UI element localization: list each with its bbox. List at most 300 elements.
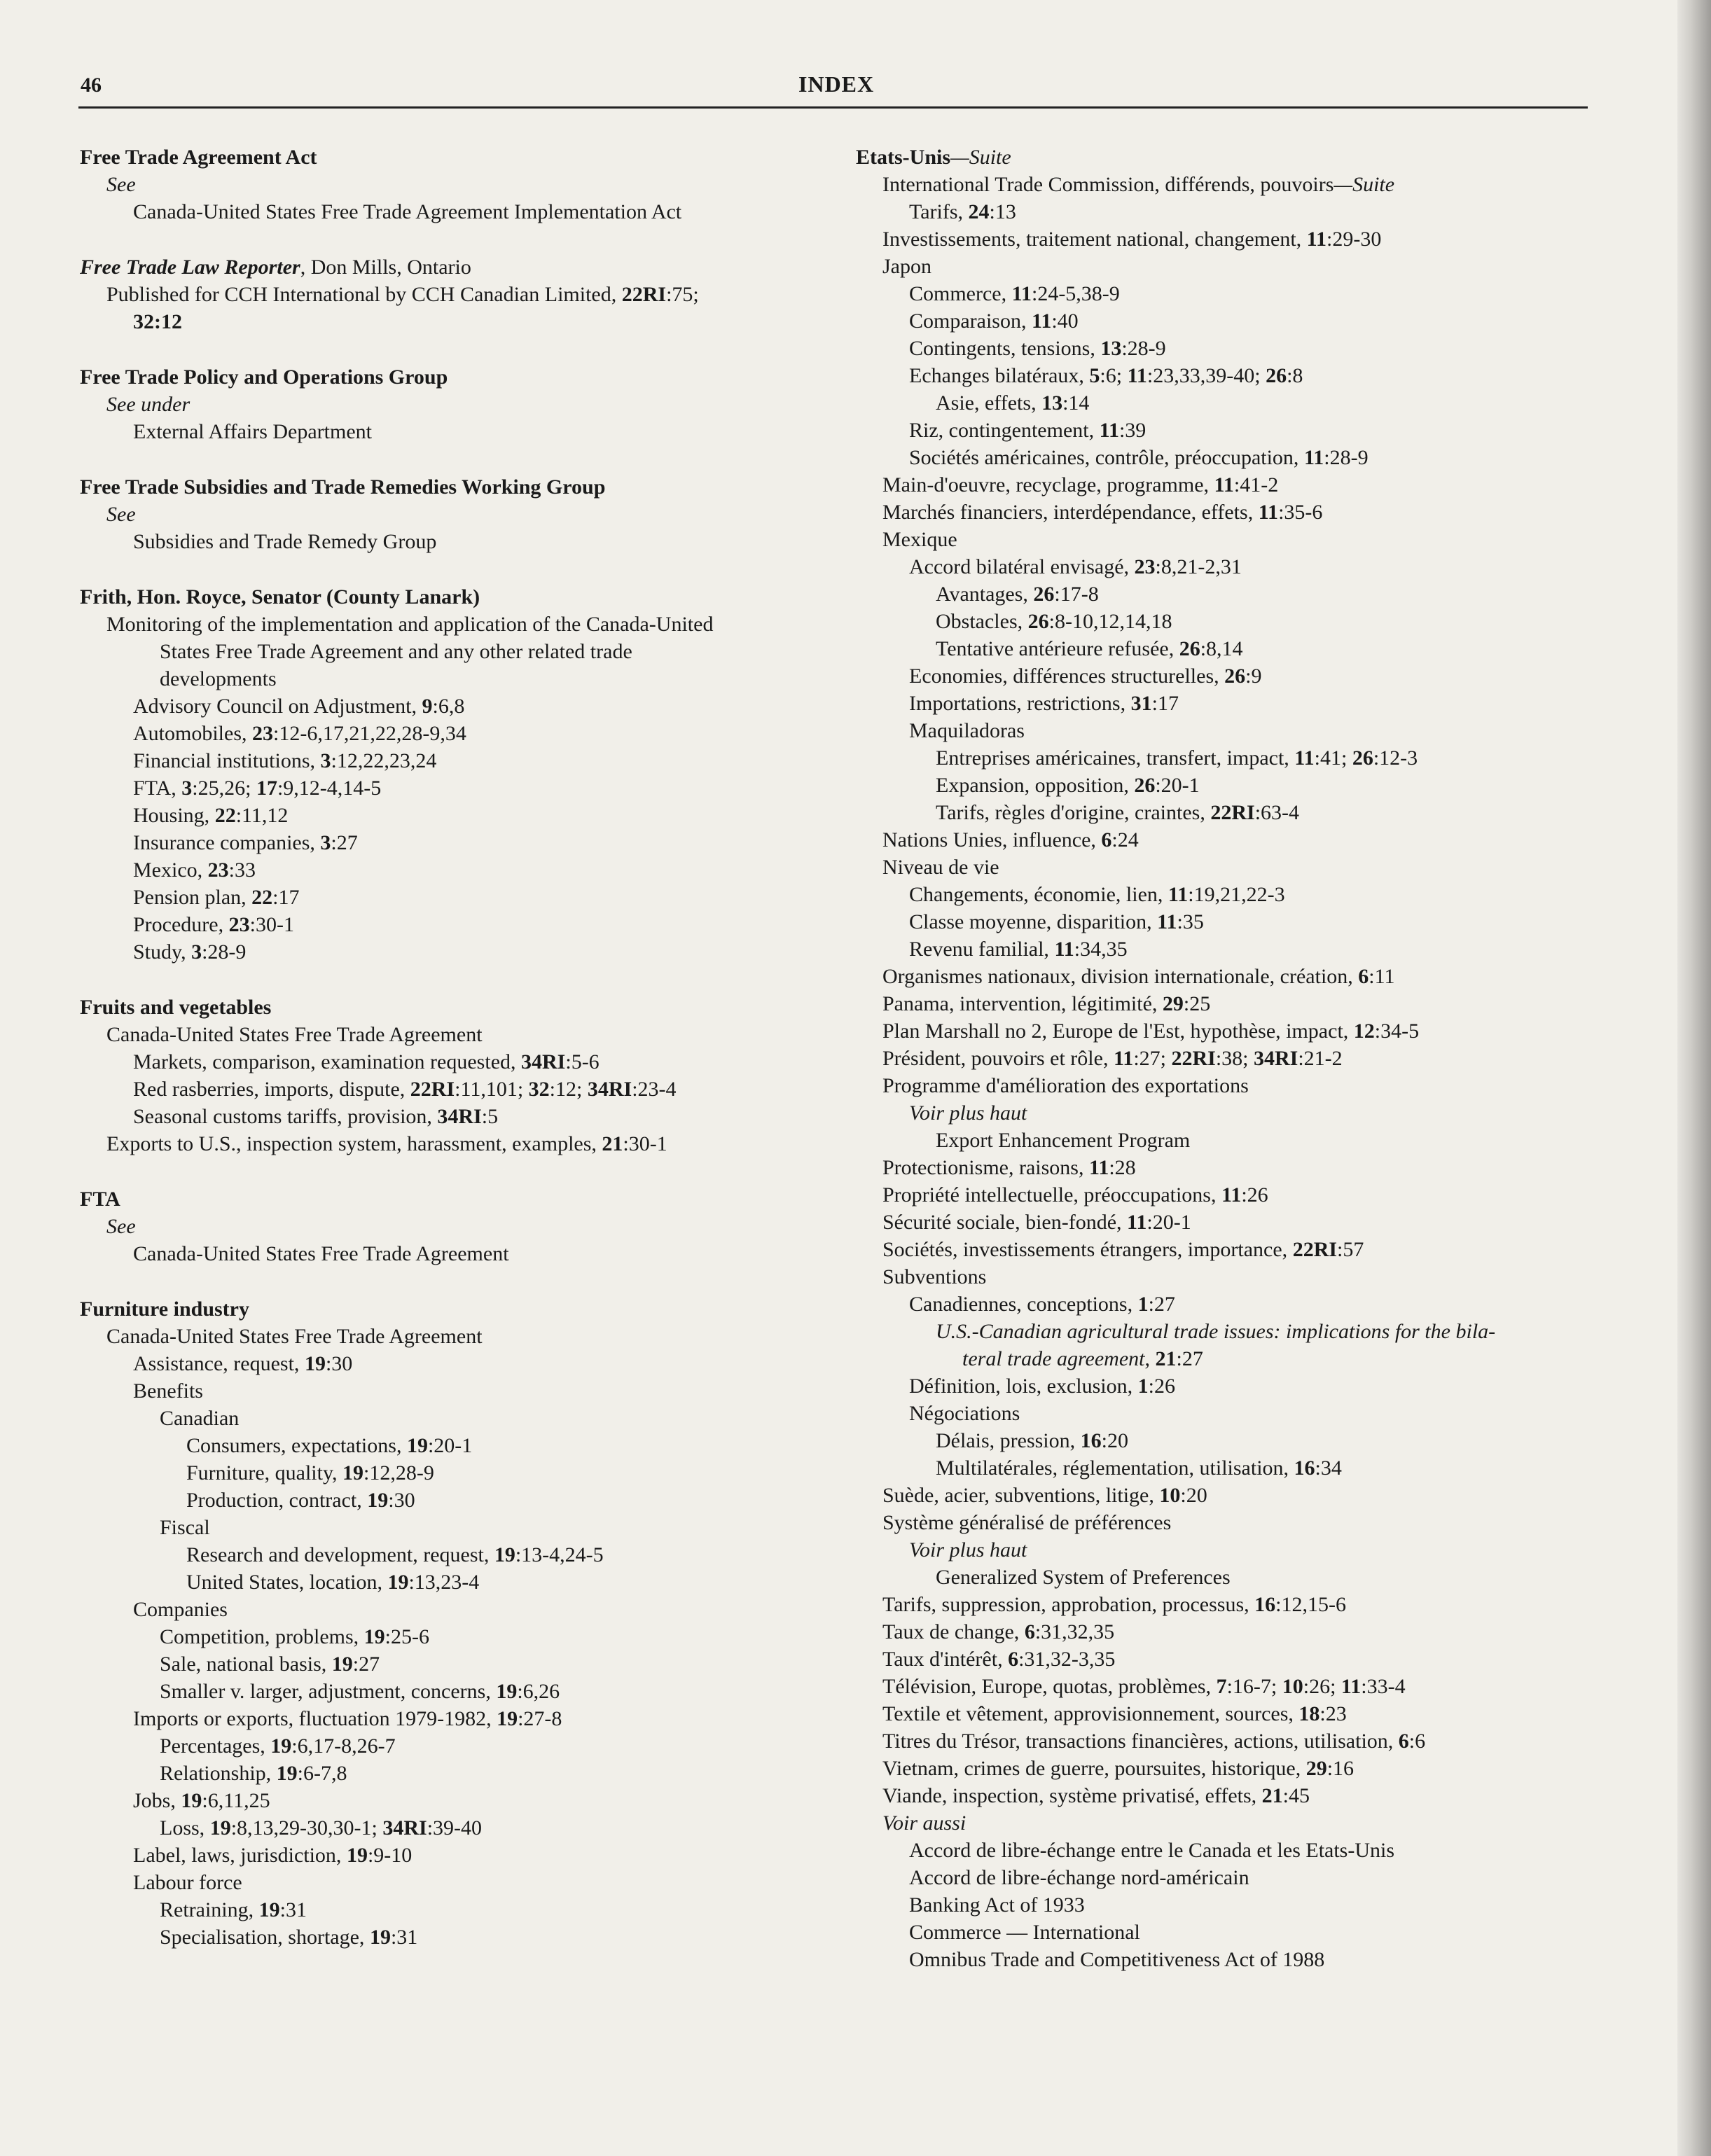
entry-text: Competition, problems, [160, 1625, 364, 1648]
index-entry [80, 911, 822, 938]
entry-text: Research and development, request, [186, 1543, 494, 1566]
entry-text: 22RI [1292, 1238, 1338, 1261]
entry-text: :41; [1314, 746, 1352, 770]
index-entry [856, 1564, 1588, 1591]
entry-text: 26 [1179, 637, 1200, 660]
entry-text: Importations, restrictions, [909, 692, 1131, 715]
index-entry [856, 963, 1588, 990]
page-title: INDEX [798, 71, 875, 97]
entry-text: :57 [1337, 1238, 1364, 1261]
index-entry [856, 1427, 1588, 1454]
page-number: 46 [81, 74, 102, 97]
entry-text: Vietnam, crimes de guerre, poursuites, historique, [882, 1757, 1306, 1780]
entry-text: , [1144, 1347, 1156, 1370]
entry-spacer [80, 1157, 822, 1185]
entry-text: :23,33,39-40; [1147, 364, 1266, 387]
index-entry [80, 1487, 822, 1514]
entry-text: Advisory Council on Adjustment, [133, 695, 422, 718]
entry-text: Asie, effets, [936, 391, 1042, 415]
entry-text: 6 [1358, 965, 1369, 988]
entry-text: Multilatérales, réglementation, utilisation, [936, 1456, 1294, 1480]
entry-text: :63-4 [1254, 801, 1300, 824]
entry-text: 19 [331, 1653, 353, 1676]
entry-text: 11 [1306, 228, 1327, 251]
entry-text: Pension plan, [133, 886, 252, 909]
entry-text: :12-3 [1373, 746, 1418, 770]
entry-text: 32:12 [133, 310, 182, 333]
index-entry [856, 335, 1588, 362]
index-entry [856, 1318, 1588, 1345]
entry-text: Echanges bilatéraux, [909, 364, 1090, 387]
entry-text: Subventions [882, 1265, 987, 1288]
entry-text: Expansion, opposition, [936, 774, 1135, 797]
index-entry [856, 1919, 1588, 1946]
entry-text: 19 [258, 1898, 280, 1921]
entry-text: Contingents, tensions, [909, 337, 1101, 360]
entry-text: 11 [1054, 938, 1074, 961]
index-entry [856, 1099, 1588, 1127]
entry-text: Sociétés américaines, contrôle, préoccupation, [909, 446, 1304, 469]
entry-text: :28-9 [202, 940, 247, 964]
index-entry [80, 501, 822, 528]
index-entry [80, 171, 822, 198]
index-entry [856, 253, 1588, 280]
index-entry [856, 526, 1588, 553]
entry-text: 11 [1113, 1047, 1134, 1070]
entry-text: :35 [1177, 910, 1204, 933]
index-entry [80, 747, 822, 774]
entry-text: 11 [1214, 473, 1234, 496]
entry-text: :8,13,29-30,30-1; [230, 1816, 383, 1839]
entry-text: :12,22,23,24 [331, 749, 437, 772]
index-entry [80, 856, 822, 884]
entry-text: Tarifs, suppression, approbation, processus, [882, 1593, 1255, 1616]
entry-text: Sale, national basis, [160, 1653, 332, 1676]
entry-text: Insurance companies, [133, 831, 321, 854]
entry-text: :16 [1326, 1757, 1355, 1780]
index-entry [80, 994, 822, 1021]
entry-text: :30-1 [249, 913, 294, 936]
entry-text: 23 [1134, 555, 1156, 578]
entry-text: 11 [1221, 1183, 1242, 1206]
entry-text: —Suite [950, 146, 1011, 169]
entry-text: :13,23-4 [408, 1571, 480, 1594]
index-entry [856, 553, 1588, 580]
entry-text: Nations Unies, influence, [882, 828, 1102, 851]
entry-text: Sécurité sociale, bien-fondé, [882, 1211, 1128, 1234]
index-entry [856, 1400, 1588, 1427]
entry-text: Economies, différences structurelles, [909, 665, 1225, 688]
entry-text: Omnibus Trade and Competitiveness Act of 1988 [909, 1948, 1325, 1971]
entry-text: :38; [1215, 1047, 1254, 1070]
entry-text: Procedure, [133, 913, 229, 936]
index-entry [856, 225, 1588, 253]
entry-text: Etats-Unis [856, 146, 951, 169]
entry-text: :12,15-6 [1275, 1593, 1346, 1616]
entry-text: Study, [133, 940, 192, 964]
index-entry [80, 308, 822, 335]
entry-text: Tentative antérieure refusée, [936, 637, 1179, 660]
entry-text: :13-4,24-5 [515, 1543, 604, 1566]
entry-text: :33-4 [1361, 1675, 1406, 1698]
entry-text: Canada-United States Free Trade Agreement [106, 1325, 483, 1348]
entry-text: Voir plus haut [909, 1101, 1027, 1125]
entry-text: 16 [1080, 1429, 1102, 1452]
index-entry [80, 1240, 822, 1267]
entry-text: Specialisation, shortage, [160, 1926, 370, 1949]
entry-text: 16 [1294, 1456, 1315, 1480]
index-entry [856, 144, 1588, 171]
entry-text: 11 [1157, 910, 1177, 933]
entry-text: 29 [1162, 992, 1184, 1015]
entry-text: :39 [1118, 419, 1147, 442]
index-entry [856, 608, 1588, 635]
entry-text: 34RI [382, 1816, 427, 1839]
index-entry [80, 418, 822, 445]
index-entry [856, 1509, 1588, 1536]
entry-text: :13 [989, 200, 1016, 223]
index-entry [856, 307, 1588, 335]
entry-text: :16-7; [1226, 1675, 1282, 1698]
index-entry [856, 1755, 1588, 1782]
index-entry [856, 471, 1588, 499]
entry-text: :14 [1062, 391, 1090, 415]
entry-text: :75; [666, 283, 699, 306]
entry-text: Accord bilatéral envisagé, [909, 555, 1135, 578]
index-entry [856, 1209, 1588, 1236]
entry-text: Housing, [133, 804, 215, 827]
index-entry [80, 1185, 822, 1213]
entry-text: 19 [270, 1734, 292, 1758]
entry-text: 26 [1352, 746, 1373, 770]
entry-text: :6,8 [432, 695, 465, 718]
entry-text: :12,28-9 [363, 1461, 434, 1484]
entry-text: :35-6 [1278, 501, 1323, 524]
entry-text: Exports to U.S., inspection system, harassment, examples, [106, 1132, 602, 1155]
entry-text: 11 [1258, 501, 1279, 524]
entry-text: 26 [1033, 583, 1055, 606]
entry-text: Labour force [133, 1871, 242, 1894]
entry-text: Tarifs, règles d'origine, craintes, [936, 801, 1211, 824]
entry-text: :27-8 [518, 1707, 562, 1730]
index-entry [80, 884, 822, 911]
index-entry [856, 908, 1588, 936]
entry-text: :6-7,8 [297, 1762, 347, 1785]
entry-text: 19 [367, 1489, 389, 1512]
index-entry [856, 1591, 1588, 1618]
entry-text: Viande, inspection, système privatisé, effets, [882, 1784, 1262, 1807]
entry-spacer [80, 555, 822, 583]
index-entry [80, 1814, 822, 1842]
index-entry [856, 854, 1588, 881]
entry-text: 13 [1041, 391, 1063, 415]
entry-text: :24 [1111, 828, 1139, 851]
entry-text: :25 [1183, 992, 1211, 1015]
entry-text: Seasonal customs tariffs, provision, [133, 1105, 438, 1128]
entry-text: 23 [252, 722, 273, 745]
entry-text: Propriété intellectuelle, préoccupations, [882, 1183, 1221, 1206]
index-entry [856, 1372, 1588, 1400]
entry-text: :17 [1151, 692, 1179, 715]
entry-text: :6 [1408, 1730, 1426, 1753]
entry-text: Délais, pression, [936, 1429, 1081, 1452]
entry-text: :28-9 [1324, 446, 1369, 469]
entry-text: :6,17-8,26-7 [291, 1734, 396, 1758]
entry-text: 26 [1134, 774, 1156, 797]
entry-text: 1 [1137, 1375, 1149, 1398]
index-entry [856, 799, 1588, 826]
index-entry [856, 280, 1588, 307]
entry-text: Free Trade Subsidies and Trade Remedies Working Group [80, 475, 606, 499]
entry-text: United States, location, [186, 1571, 388, 1594]
index-entry [80, 774, 822, 802]
entry-text: See [106, 173, 136, 196]
entry-text: U.S.-Canadian agricultural trade issues: implications for the bila- [936, 1320, 1496, 1343]
entry-text: 11 [1031, 310, 1052, 333]
index-entry [80, 1541, 822, 1569]
entry-text: 5 [1089, 364, 1100, 387]
index-column-left [80, 144, 822, 1951]
entry-text: :24-5,38-9 [1031, 282, 1120, 305]
entry-text: 11 [1099, 419, 1119, 442]
entry-text: 16 [1254, 1593, 1276, 1616]
entry-text: Mexique [882, 528, 957, 551]
entry-text: Maquiladoras [909, 719, 1025, 742]
index-entry [80, 1678, 822, 1705]
entry-text: Canada-United States Free Trade Agreement [106, 1023, 483, 1046]
entry-text: Export Enhancement Program [936, 1129, 1191, 1152]
entry-text: 3 [191, 940, 202, 964]
entry-text: 22RI [1210, 801, 1255, 824]
index-entry [856, 772, 1588, 799]
entry-text: See under [106, 393, 191, 416]
index-entry [856, 1727, 1588, 1755]
index-entry [80, 1103, 822, 1130]
entry-text: 6 [1008, 1648, 1019, 1671]
entry-text: Fruits and vegetables [80, 996, 272, 1019]
index-entry [856, 1536, 1588, 1564]
index-entry [80, 1459, 822, 1487]
entry-text: 11 [1127, 364, 1147, 387]
entry-text: Imports or exports, fluctuation 1979-1982, [133, 1707, 497, 1730]
entry-text: 19 [406, 1434, 428, 1457]
entry-text: 18 [1298, 1702, 1320, 1725]
entry-text: See [106, 1215, 136, 1238]
entry-text: Avantages, [936, 583, 1034, 606]
entry-text: :12-6,17,21,22,28-9,34 [273, 722, 466, 745]
index-entry [856, 1782, 1588, 1809]
entry-text: 19 [181, 1789, 202, 1812]
index-entry [80, 1021, 822, 1048]
entry-text: Président, pouvoirs et rôle, [882, 1047, 1114, 1070]
entry-text: Canada-United States Free Trade Agreement Implementation Act [133, 200, 682, 223]
entry-text: 11 [1341, 1675, 1362, 1698]
entry-text: Commerce, [909, 282, 1012, 305]
index-entry [856, 990, 1588, 1017]
entry-text: Red rasberries, imports, dispute, [133, 1078, 410, 1101]
entry-text: Canada-United States Free Trade Agreement [133, 1242, 509, 1265]
entry-text: Subsidies and Trade Remedy Group [133, 530, 437, 553]
entry-text: Automobiles, [133, 722, 252, 745]
entry-text: Protectionisme, raisons, [882, 1156, 1089, 1179]
entry-text: :20-1 [427, 1434, 473, 1457]
entry-text: International Trade Commission, différends, pouvoirs [882, 173, 1334, 196]
entry-text: :20-1 [1155, 774, 1200, 797]
entry-text: Sociétés, investissements étrangers, importance, [882, 1238, 1293, 1261]
entry-text: 21 [602, 1132, 623, 1155]
entry-text: Niveau de vie [882, 856, 999, 879]
entry-text: See [106, 503, 136, 526]
entry-text: :31,32,35 [1034, 1620, 1115, 1643]
entry-text: Banking Act of 1933 [909, 1893, 1085, 1917]
entry-text: 6 [1398, 1730, 1409, 1753]
index-entry [80, 938, 822, 966]
header-rule [78, 106, 1588, 109]
entry-text: Assistance, request, [133, 1352, 305, 1375]
index-entry [856, 1809, 1588, 1837]
entry-text: :17-8 [1054, 583, 1099, 606]
entry-text: 17 [256, 777, 277, 800]
entry-text: :45 [1282, 1784, 1310, 1807]
entry-text: :11,101; [455, 1078, 529, 1101]
entry-text: Voir plus haut [909, 1538, 1027, 1562]
entry-text: :29-30 [1326, 228, 1382, 251]
entry-text: 10 [1282, 1675, 1303, 1698]
entry-text: Accord de libre-échange entre le Canada et les Etats-Unis [909, 1839, 1395, 1862]
index-entry [80, 1295, 822, 1323]
entry-text: :8 [1287, 364, 1303, 387]
entry-text: 22RI [621, 283, 667, 306]
index-entry [80, 802, 822, 829]
index-entry [856, 444, 1588, 471]
entry-text: Monitoring of the implementation and application of the Canada-United [106, 613, 714, 636]
index-entry [80, 583, 822, 611]
entry-text: :39-40 [427, 1816, 483, 1839]
index-entry [856, 499, 1588, 526]
entry-text: :8,14 [1200, 637, 1243, 660]
index-entry [856, 826, 1588, 854]
entry-text: Benefits [133, 1379, 203, 1403]
entry-text: 19 [494, 1543, 515, 1566]
index-entry [80, 281, 822, 308]
entry-text: :20 [1101, 1429, 1128, 1452]
entry-text: Production, contract, [186, 1489, 368, 1512]
entry-text: Retraining, [160, 1898, 259, 1921]
entry-text: —Suite [1334, 173, 1395, 196]
entry-text: Voir aussi [882, 1811, 967, 1835]
index-entry [80, 1323, 822, 1350]
index-entry [80, 1569, 822, 1596]
entry-text: 23 [228, 913, 250, 936]
index-entry [856, 744, 1588, 772]
entry-text: :27 [352, 1653, 380, 1676]
index-entry [80, 1596, 822, 1623]
entry-text: :6; [1100, 364, 1128, 387]
entry-text: :12; [549, 1078, 588, 1101]
entry-text: Free Trade Law Reporter [80, 256, 300, 279]
index-entry [856, 1181, 1588, 1209]
entry-text: Système généralisé de préférences [882, 1511, 1172, 1534]
index-entry [80, 829, 822, 856]
entry-text: :23 [1319, 1702, 1347, 1725]
entry-text: Markets, comparison, examination requested, [133, 1050, 522, 1073]
entry-text: :30-1 [623, 1132, 667, 1155]
page-edge-shadow [1677, 0, 1711, 2156]
index-entry [80, 1842, 822, 1869]
entry-text: Mexico, [133, 858, 208, 882]
entry-text: Loss, [160, 1816, 210, 1839]
entry-text: 3 [320, 749, 331, 772]
entry-text: FTA, [133, 777, 182, 800]
index-entry [80, 198, 822, 225]
entry-text: :28 [1109, 1156, 1136, 1179]
entry-text: 22RI [1171, 1047, 1216, 1070]
index-entry [856, 1864, 1588, 1891]
entry-text: 19 [497, 1707, 518, 1730]
index-entry [80, 1076, 822, 1103]
entry-text: 11 [1011, 282, 1032, 305]
entry-text: :6,11,25 [202, 1789, 270, 1812]
index-entry [856, 936, 1588, 963]
index-entry [80, 1623, 822, 1650]
entry-text: 6 [1101, 828, 1112, 851]
index-entry [856, 1673, 1588, 1700]
index-entry [856, 1045, 1588, 1072]
entry-text: :41-2 [1233, 473, 1279, 496]
entry-text: 21 [1261, 1784, 1283, 1807]
entry-text: Obstacles, [936, 610, 1028, 633]
entry-text: Commerce — International [909, 1921, 1140, 1944]
entry-text: Titres du Trésor, transactions financières, actions, utilisation, [882, 1730, 1399, 1753]
entry-text: Panama, intervention, légitimité, [882, 992, 1163, 1015]
index-entry [80, 473, 822, 501]
index-entry [856, 662, 1588, 690]
entry-text: , Don Mills, Ontario [300, 256, 471, 279]
entry-text: :31 [279, 1898, 307, 1921]
entry-text: 11 [1088, 1156, 1109, 1179]
entry-text: Investissements, traitement national, changement, [882, 228, 1307, 251]
entry-text: 26 [1266, 364, 1287, 387]
entry-text: 19 [276, 1762, 298, 1785]
index-entry [856, 1345, 1588, 1372]
entry-text: Plan Marshall no 2, Europe de l'Est, hypothèse, impact, [882, 1020, 1354, 1043]
entry-text: :25,26; [192, 777, 256, 800]
index-entry [80, 1130, 822, 1157]
index-entry [856, 580, 1588, 608]
entry-text: Tarifs, [909, 200, 969, 223]
index-entry [856, 389, 1588, 417]
entry-text: :23-4 [632, 1078, 677, 1101]
entry-text: :27 [331, 831, 358, 854]
entry-text: Accord de libre-échange nord-américain [909, 1866, 1249, 1889]
entry-text: 22 [251, 886, 273, 909]
entry-text: :8,21-2,31 [1155, 555, 1242, 578]
entry-text: Taux de change, [882, 1620, 1025, 1643]
index-entry [80, 1377, 822, 1405]
entry-text: 26 [1224, 665, 1246, 688]
entry-text: 11 [1168, 883, 1189, 906]
entry-text: Entreprises américaines, transfert, impact, [936, 746, 1295, 770]
entry-text: :28-9 [1121, 337, 1166, 360]
entry-text: :26; [1303, 1675, 1341, 1698]
entry-spacer [80, 1267, 822, 1295]
entry-text: :33 [228, 858, 256, 882]
entry-text: :21-2 [1298, 1047, 1343, 1070]
entry-text: 29 [1305, 1757, 1327, 1780]
entry-text: Fiscal [160, 1516, 210, 1539]
index-entry [856, 635, 1588, 662]
index-entry [80, 1732, 822, 1760]
